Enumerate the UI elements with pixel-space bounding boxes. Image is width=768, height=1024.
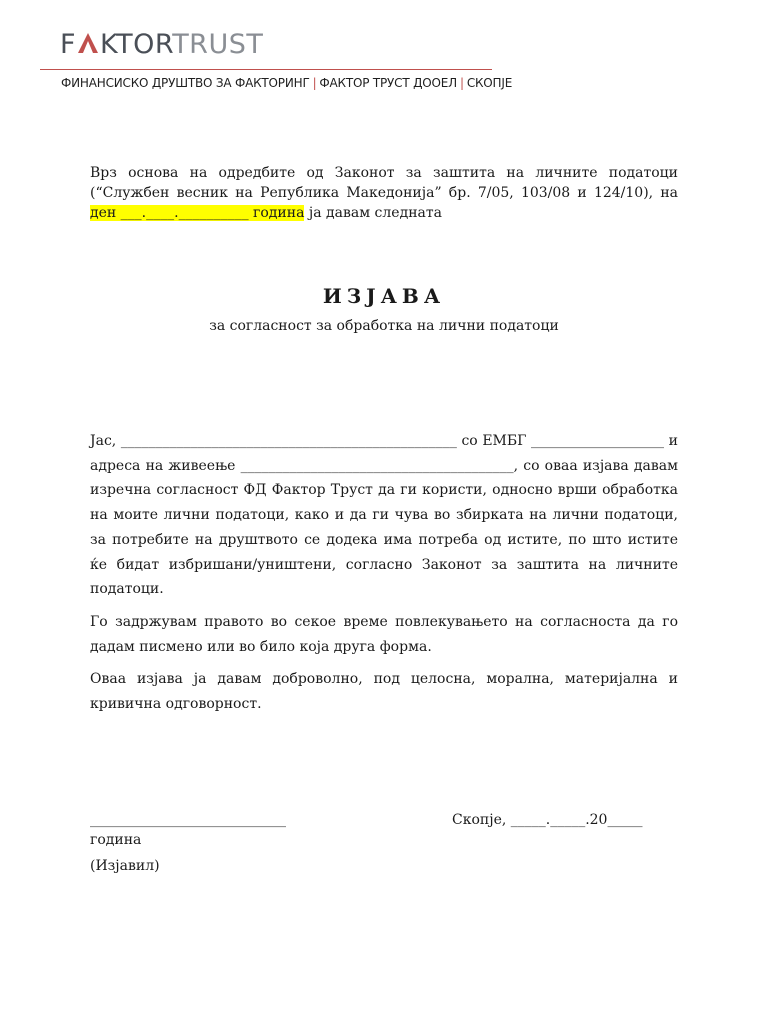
company-subtitle: [61, 76, 512, 90]
declaration-paragraph-2: Го задржувам правото во секое време повлекувањето на согласноста да го дадам писмено или во било која друга форма.: [90, 613, 678, 655]
subtitle-separator: |: [459, 76, 464, 90]
place-date-field: Скопје, _____._____.20_____: [452, 812, 643, 828]
subtitle-part-3: СКОПЈЕ: [466, 76, 513, 90]
intro-text: Врз основа на одредбите од Законот за заштита на личните податоци (“Службен весник на Република Македонија” бр. 7/05, 103/08 и 124/10), на: [90, 165, 678, 201]
header-divider: [40, 69, 492, 70]
logo-text-ktor: KTOR: [100, 29, 173, 60]
year-word: година: [90, 832, 142, 848]
intro-paragraph: [90, 163, 678, 223]
declaration-paragraph-3: Оваа изјава ја давам доброволно, под целосна, морална, материјална и кривична одговорност.: [90, 671, 678, 713]
declaration-paragraph-1: Јас, ________________________________________________ со ЕМБГ ___________________ и адреса на живеење _______________________________________, со оваа изјава давам изречна согласност ФД Фактор Труст да ги користи, односно врши обработка на моите лични податоци, како и да ги чува во збирката на лични податоци, за потребите на друштвото се додека има потреба од истите, по што истите ќе бидат избришани/уништени, согласно Законот за заштита на личните податоци.: [90, 433, 678, 598]
subtitle-part-1: ФИНАНСИСКО ДРУШТВО ЗА ФАКТОРИНГ: [61, 76, 310, 90]
document-title: ИЗЈАВА: [322, 284, 446, 308]
subtitle-separator: |: [312, 76, 317, 90]
subtitle-part-2: ФАКТОР ТРУСТ ДООЕЛ: [319, 76, 457, 90]
document-subtitle: за согласност за обработка на лични податоци: [209, 318, 559, 334]
logo-text-trust: TRUST: [172, 29, 264, 60]
signature-line: ____________________________: [90, 812, 286, 828]
declaration-body: [90, 429, 678, 725]
date-highlight-field: ден ___.____.__________ година: [90, 205, 305, 221]
company-logo: [60, 28, 263, 62]
declarant-label: (Изјавил): [90, 858, 160, 874]
intro-text-end: ја давам следната: [304, 205, 442, 221]
logo-text-f: F: [60, 29, 77, 60]
logo-triangle-icon: [77, 32, 99, 54]
